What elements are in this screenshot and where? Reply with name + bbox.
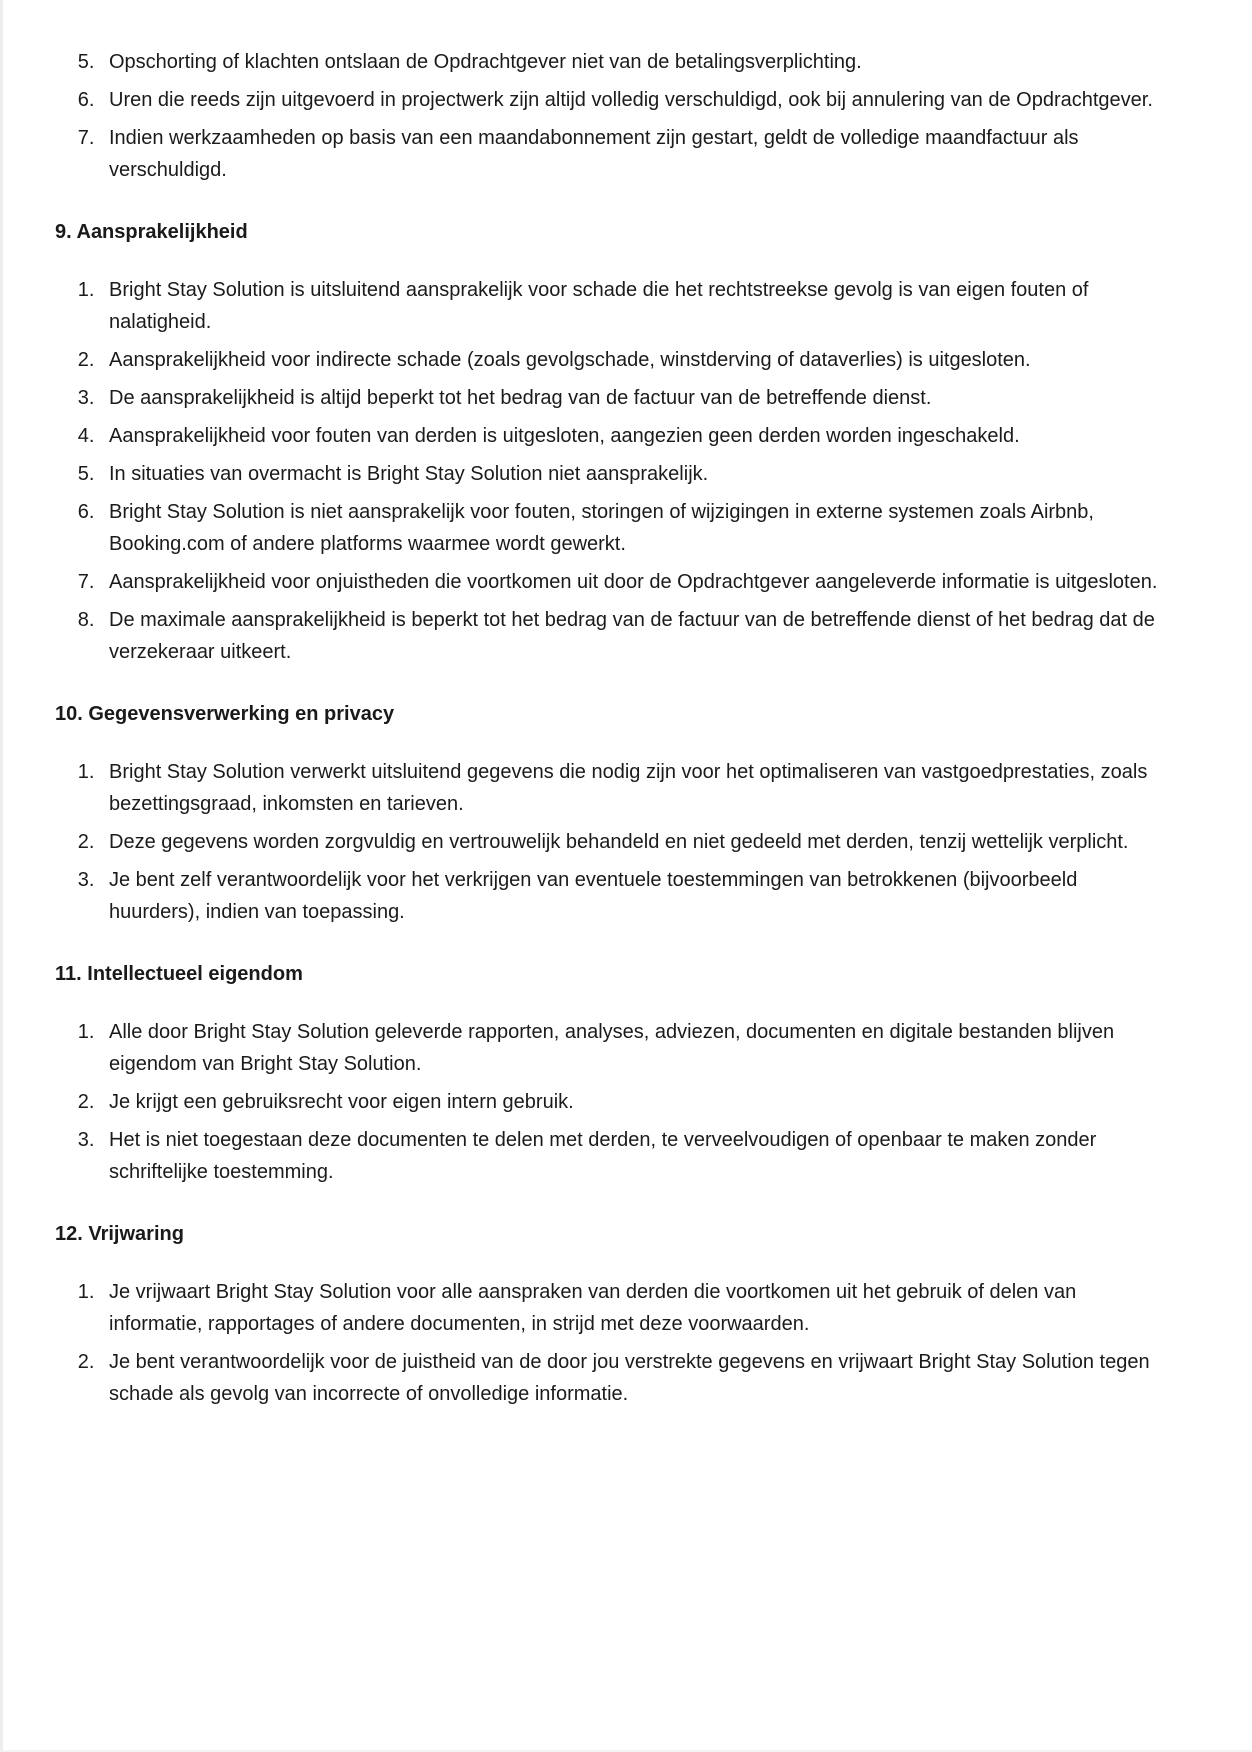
list-item: 2. Je krijgt een gebruiksrecht voor eigen intern gebruik. [100,1086,1168,1118]
section-ordered-list [55,756,1168,928]
section-ordered-list [55,1276,1168,1410]
section-ordered-list [55,274,1168,668]
list-item: 6. Bright Stay Solution is niet aansprakelijk voor fouten, storingen of wijzigingen in externe systemen zoals Airbnb, Booking.com of andere platforms waarmee wordt gewerkt. [100,496,1168,560]
list-item: 8. De maximale aansprakelijkheid is beperkt tot het bedrag van de factuur van de betreffende dienst of het bedrag dat de verzekeraar uitkeert. [100,604,1168,668]
section-heading: 12. Vrijwaring [55,1223,184,1245]
list-item: 1. Alle door Bright Stay Solution geleverde rapporten, analyses, adviezen, documenten en digitale bestanden blijven eigendom van Bright Stay Solution. [100,1016,1168,1080]
list-item: 5. In situaties van overmacht is Bright Stay Solution niet aansprakelijk. [100,458,1168,490]
section-heading: 10. Gegevensverwerking en privacy [55,703,395,725]
list-item: 3. Het is niet toegestaan deze documenten te delen met derden, te verveelvoudigen of openbaar te maken zonder schriftelijke toestemming. [100,1124,1168,1188]
list-item: 1. Je vrijwaart Bright Stay Solution voor alle aanspraken van derden die voortkomen uit het gebruik of delen van informatie, rapportages of andere documenten, in strijd met deze voorwaarden. [100,1276,1168,1340]
document-body [3,0,1252,1750]
section-vrijwaring [55,1218,1168,1410]
section-ordered-list [55,1016,1168,1188]
continued-ordered-list [55,46,1168,186]
list-item: 1. Bright Stay Solution is uitsluitend aansprakelijk voor schade die het rechtstreekse gevolg is van eigen fouten of nalatigheid. [100,274,1168,338]
list-item: 3. Je bent zelf verantwoordelijk voor het verkrijgen van eventuele toestemmingen van betrokkenen (bijvoorbeeld huurders), indien van toepassing. [100,864,1168,928]
section-heading: 9. Aansprakelijkheid [55,221,248,243]
section-intellectueel-eigendom [55,958,1168,1188]
list-item: 7. Indien werkzaamheden op basis van een maandabonnement zijn gestart, geldt de volledige maandfactuur als verschuldigd. [100,122,1168,186]
list-item: 5. Opschorting of klachten ontslaan de Opdrachtgever niet van de betalingsverplichting. [100,46,1168,78]
list-item: 4. Aansprakelijkheid voor fouten van derden is uitgesloten, aangezien geen derden worden ingeschakeld. [100,420,1168,452]
list-item: 2. Je bent verantwoordelijk voor de juistheid van de door jou verstrekte gegevens en vrijwaart Bright Stay Solution tegen schade als gevolg van incorrecte of onvolledige informatie. [100,1346,1168,1410]
list-item: 3. De aansprakelijkheid is altijd beperkt tot het bedrag van de factuur van de betreffende dienst. [100,382,1168,414]
section-heading: 11. Intellectueel eigendom [55,963,303,985]
list-item: 2. Aansprakelijkheid voor indirecte schade (zoals gevolgschade, winstderving of dataverlies) is uitgesloten. [100,344,1168,376]
section-gegevensverwerking-en-privacy [55,698,1168,928]
section-aansprakelijkheid [55,216,1168,668]
list-item: 1. Bright Stay Solution verwerkt uitsluitend gegevens die nodig zijn voor het optimaliseren van vastgoedprestaties, zoals bezettingsgraad, inkomsten en tarieven. [100,756,1168,820]
list-item: 7. Aansprakelijkheid voor onjuistheden die voortkomen uit door de Opdrachtgever aangeleverde informatie is uitgesloten. [100,566,1168,598]
list-item: 6. Uren die reeds zijn uitgevoerd in projectwerk zijn altijd volledig verschuldigd, ook bij annulering van de Opdrachtgever. [100,84,1168,116]
list-item: 2. Deze gegevens worden zorgvuldig en vertrouwelijk behandeld en niet gedeeld met derden, tenzij wettelijk verplicht. [100,826,1168,858]
